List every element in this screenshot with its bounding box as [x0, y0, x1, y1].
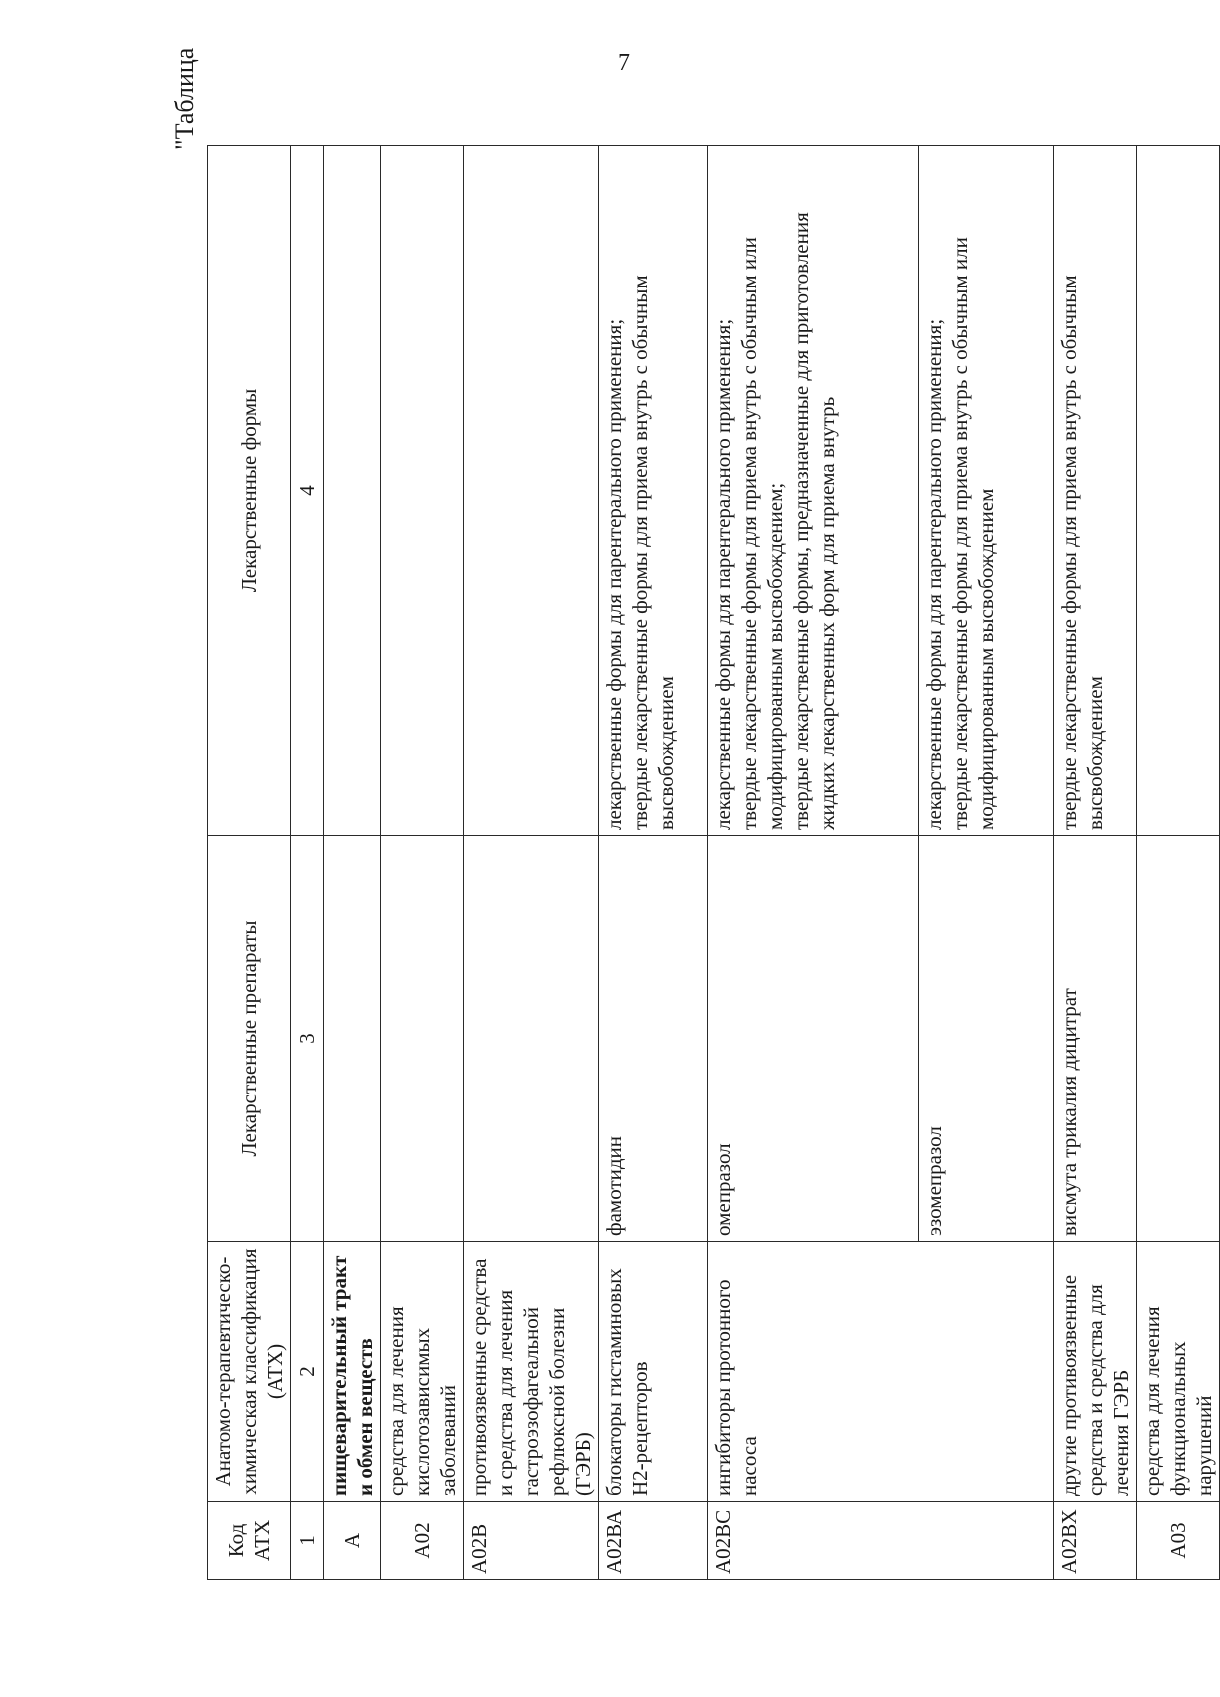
dosage-forms	[919, 146, 1054, 836]
drug-name	[1137, 836, 1220, 1242]
dosage-form-line: твердые лекарственные формы для приема внутрь с обычным или модифицированным высвобождением	[948, 237, 998, 830]
column-number: 3	[291, 836, 324, 1242]
rotated-landscape-content	[170, 10, 1216, 1590]
dosage-form-line: твердые лекарственные формы для приема внутрь с обычным или модифицированным высвобождением;	[737, 237, 787, 830]
table-caption: "Таблица	[170, 47, 199, 150]
dosage-forms	[1054, 146, 1137, 836]
column-number: 2	[291, 1242, 324, 1502]
drug-name: фамотидин	[599, 836, 708, 1242]
table-row	[599, 146, 708, 1580]
dosage-form-line: лекарственные формы для парентерального применения;	[711, 318, 735, 830]
header-atc: Анатомо-терапевтическо-химическая классификация (АТХ)	[208, 1242, 291, 1502]
drug-name	[381, 836, 464, 1242]
atc-code: А02ВС	[708, 1502, 1054, 1580]
drug-name: висмута трикалия дицитрат	[1054, 836, 1137, 1242]
page-number: 7	[618, 50, 630, 76]
atc-code: А03	[1137, 1502, 1220, 1580]
table-row	[708, 146, 919, 1580]
atc-code: А	[324, 1502, 381, 1580]
table-row	[1054, 146, 1137, 1580]
atc-drug-table	[207, 145, 1220, 1580]
atc-code: А02ВХ	[1054, 1502, 1137, 1580]
column-number-row	[291, 146, 324, 1580]
atc-code: А02В	[464, 1502, 599, 1580]
atc-code: А02	[381, 1502, 464, 1580]
atc-group-name: блокаторы гистаминовых Н2-рецепторов	[599, 1242, 708, 1502]
header-code: Код АТХ	[208, 1502, 291, 1580]
atc-group-name: противоязвенные средства и средства для лечения гастроэзофагеальной рефлюксной болезни (ГЭРБ)	[464, 1242, 599, 1502]
dosage-form-line: твердые лекарственные формы для приема внутрь с обычным высвобождением	[628, 275, 678, 830]
dosage-forms	[599, 146, 708, 836]
drug-name: эзомепразол	[919, 836, 1054, 1242]
table-row	[464, 146, 599, 1580]
atc-group-name: средства для лечения функциональных нарушений	[1137, 1242, 1220, 1502]
drug-name	[324, 836, 381, 1242]
dosage-form-line: лекарственные формы для парентерального применения;	[602, 318, 626, 830]
column-number: 1	[291, 1502, 324, 1580]
dosage-form-line: твердые лекарственные формы для приема внутрь с обычным высвобождением	[1057, 275, 1107, 830]
header-row	[208, 146, 291, 1580]
dosage-forms	[381, 146, 464, 836]
dosage-forms	[1137, 146, 1220, 836]
header-drugs: Лекарственные препараты	[208, 836, 291, 1242]
drug-name	[464, 836, 599, 1242]
dosage-forms	[708, 146, 919, 836]
atc-group-name: средства для лечения кислотозависимых заболеваний	[381, 1242, 464, 1502]
dosage-forms	[464, 146, 599, 836]
atc-group-name: пищеварительный тракт и обмен веществ	[324, 1242, 381, 1502]
drug-name: омепразол	[708, 836, 919, 1242]
column-number: 4	[291, 146, 324, 836]
table-row	[324, 146, 381, 1580]
atc-code: А02ВА	[599, 1502, 708, 1580]
atc-group-name: другие противоязвенные средства и средства для лечения ГЭРБ	[1054, 1242, 1137, 1502]
atc-group-name: ингибиторы протонного насоса	[708, 1242, 1054, 1502]
header-forms: Лекарственные формы	[208, 146, 291, 836]
dosage-form-line: лекарственные формы для парентерального применения;	[922, 318, 946, 830]
table-row	[1137, 146, 1220, 1580]
dosage-forms	[324, 146, 381, 836]
table-row	[381, 146, 464, 1580]
dosage-form-line: твердые лекарственные формы, предназначенные для приготовления жидких лекарственных форм для приема внутрь	[789, 212, 839, 830]
